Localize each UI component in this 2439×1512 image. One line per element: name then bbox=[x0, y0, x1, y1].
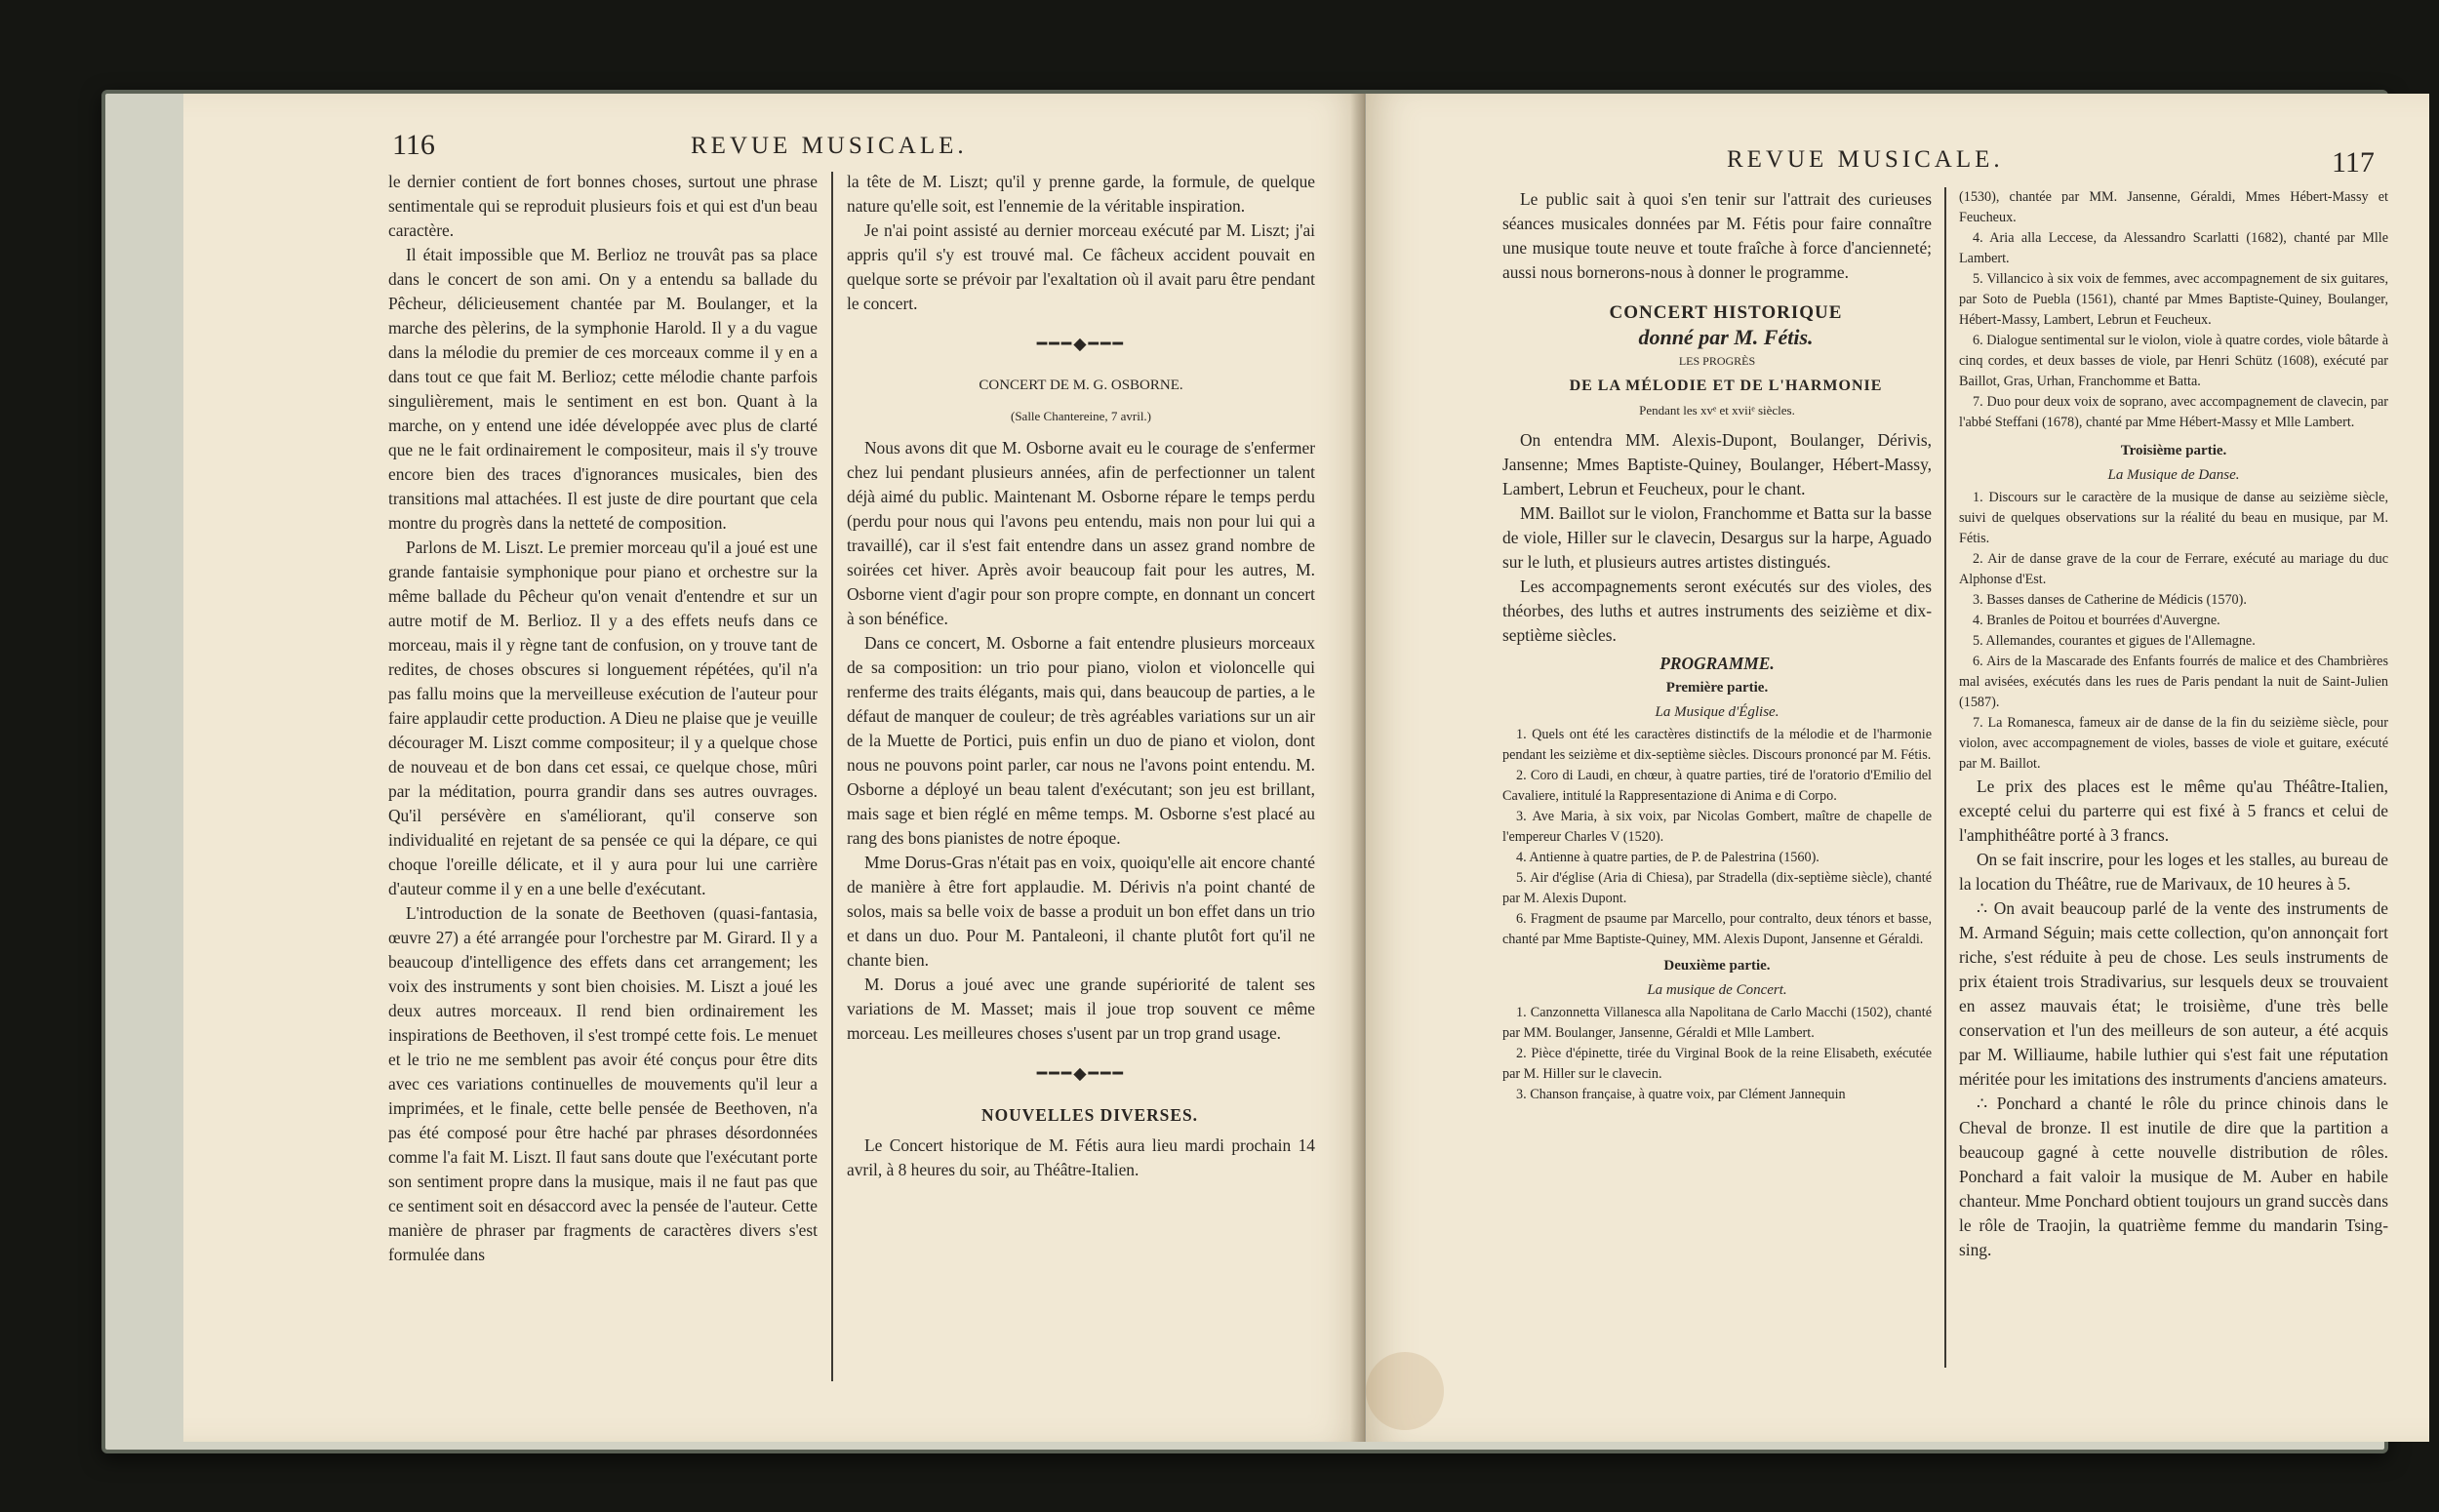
list-item: (1530), chantée par MM. Jansenne, Géraldi, Mmes Hébert-Massy et Feucheux. bbox=[1959, 189, 2388, 225]
list-item: 6. Fragment de psaume par Marcello, pour contralto, deux ténors et basse, chanté par Mme Baptiste-Quiney, MM. Alexis Dupont, Jansenne et Géraldi. bbox=[1502, 911, 1932, 947]
list-item: 3. Chanson française, à quatre voix, par Clément Jannequin bbox=[1516, 1087, 1846, 1102]
list-item: 4. Branles de Poitou et bourrées d'Auvergne. bbox=[1973, 613, 2220, 628]
list-item: 3. Ave Maria, à six voix, par Nicolas Gombert, maître de chapelle de l'empereur Charles V (1520). bbox=[1502, 809, 1932, 845]
right-column-1 bbox=[1502, 187, 1932, 1105]
paragraph: Nous avons dit que M. Osborne avait eu le courage de s'enfermer chez lui pendant plusieurs années, afin de perfectionner un talent déjà aimé du public. Maintenant M. Osborne répare le temps perdu (perdu pour nous qui l'avons peu entendu, mais non pour lui qui a travaillé), car il s'est fait entendre dans un assez grand nombre de soirées cet hiver. Après avoir beaucoup fait pour les autres, M. Osborne vient d'agir pour son propre compte, en donnant un concert à son bénéfice. bbox=[847, 438, 1315, 628]
section-subheading: La Musique d'Église. bbox=[1655, 704, 1779, 720]
page-number-right: 117 bbox=[2332, 146, 2375, 179]
paragraph: Je n'ai point assisté au dernier morceau exécuté par M. Liszt; j'ai appris qu'il s'y est trouvé mal. Ce fâcheux accident pouvait en quelque sorte se prévoir par l'exaltation où il avait paru être pendant le concert. bbox=[847, 220, 1315, 313]
column-rule bbox=[831, 172, 833, 1381]
section-heading: PROGRAMME. bbox=[1659, 654, 1775, 673]
program-list bbox=[1502, 1003, 1932, 1105]
section-subheading: donné par M. Fétis. bbox=[1638, 325, 1814, 349]
running-head-right: REVUE MUSICALE. bbox=[1727, 146, 2004, 173]
paragraph: Il était impossible que M. Berlioz ne trouvât pas sa place dans le concert de son ami. On y a entendu sa ballade du Pêcheur, délicieusement chantée par M. Boulanger, et la marche des pèlerins, de la symphonie Harold. Il y a du vague dans la mélodie du premier de ces morceaux comme il y en a dans tout ce que fait M. Berlioz; cette mélodie chante parfois singulièrement, mais le sentiment en est bon. Quant à la marche, on y entend une idée développée avec plus de clarté que ne le fait ordinairement le compositeur, mais il s'y trouve encore bien des traces d'ignorances musicales, bien des transitions mal attachées. Il est juste de dire pourtant que cela montre du progrès dans la netteté de composition. bbox=[388, 245, 818, 533]
list-item: 5. Air d'église (Aria di Chiesa), par Stradella (dix-septième siècle), chanté par M. Alexis Dupont. bbox=[1502, 870, 1932, 906]
paragraph: L'introduction de la sonate de Beethoven (quasi-fantasia, œuvre 27) a été arrangée pour l'orchestre par M. Girard. Il y a beaucoup d'intelligence des effets dans cet arrangement; les voix des instruments y sont bien choisies. M. Liszt a joué les deux autres morceaux. Il rend bien ordinairement les inspirations de Beethoven, il s'est trompé cette fois. Le menuet et le trio ne me semblent pas avoir été conçus pour être dits avec ces variations continuelles de mouvements qu'il leur a imprimées, et le finale, cette belle pensée de Beethoven, n'a pas été composé pour être haché par phrases désordonnées comme l'a fait M. Liszt. Il faut sans doute que l'exécutant porte son sentiment propre dans la musique, mais il ne faut pas que ce sentiment soit en désaccord avec la pensée de l'auteur. Cette manière de phraser par fragments de caractères divers s'est formulée dans bbox=[388, 903, 818, 1264]
page-number-left: 116 bbox=[392, 129, 435, 161]
program-list bbox=[1502, 725, 1932, 950]
paragraph: On se fait inscrire, pour les loges et les stalles, au bureau de la location du Théâtre, rue de Marivaux, de 10 heures à 5. bbox=[1959, 850, 2388, 894]
paragraph: M. Dorus a joué avec une grande supériorité de talent ses variations de M. Masset; mais il joue trop souvent ce même morceau. Les meilleures choses s'usent par un trop grand usage. bbox=[847, 975, 1315, 1043]
paragraph: la tête de M. Liszt; qu'il y prenne garde, la formule, de quelque nature qu'elle soit, est l'ennemie de la véritable inspiration. bbox=[847, 172, 1315, 216]
right-column-2 bbox=[1959, 187, 2388, 1262]
section-subheading: Première partie. bbox=[1665, 680, 1769, 696]
paragraph: ∴ On avait beaucoup parlé de la vente des instruments de M. Armand Séguin; mais cette collection, qu'on annonçait fort riche, s'est réduite à peu de chose. Les seuls instruments de prix étaient trois Stradivarius, sur lesquels deux se trouvaient en assez mauvais état; le troisième, d'une très belle conservation et l'un des meilleurs de son auteur, a été acquis par M. Williaume, habile luthier qui s'est fait une réputation méritée pour les imitations des instruments d'anciens amateurs. bbox=[1959, 898, 2388, 1089]
list-item: 1. Discours sur le caractère de la musique de danse au seizième siècle, suivi de quelques observations sur la réalité du beau en musique, par M. Fétis. bbox=[1959, 490, 2388, 546]
ornament-divider: ━━━◆━━━ bbox=[1036, 334, 1126, 353]
list-item: 7. La Romanesca, fameux air de danse de la fin du seizième siècle, pour violon, avec accompagnement de violes, basses de viole et guitare, exécuté par M. Baillot. bbox=[1959, 715, 2388, 772]
list-item: 4. Aria alla Leccese, da Alessandro Scarlatti (1682), chanté par Mlle Lambert. bbox=[1959, 230, 2388, 266]
paragraph: Le Concert historique de M. Fétis aura lieu mardi prochain 14 avril, à 8 heures du soir, au Théâtre-Italien. bbox=[847, 1135, 1315, 1179]
paragraph: On entendra MM. Alexis-Dupont, Boulanger, Dérivis, Jansenne; Mmes Baptiste-Quiney, Boulanger, Hébert-Massy, Lambert, Lebrun et Feucheux, pour le chant. bbox=[1502, 430, 1932, 498]
list-item: 6. Airs de la Mascarade des Enfants fourrés de malice et des Chambrières mal avisées, exécutés dans les rues de Paris pendant la nuit de Saint-Julien (1587). bbox=[1959, 654, 2388, 710]
list-item: 5. Villancico à six voix de femmes, avec accompagnement de six guitares, par Soto de Puebla (1561), chanté par Mmes Baptiste-Quiney, Boulanger, Hébert-Massy, Lambert, Lebrun et Feucheux. bbox=[1959, 271, 2388, 328]
paragraph: ∴ Ponchard a chanté le rôle du prince chinois dans le Cheval de bronze. Il est inutile de dire que la partition a beaucoup gagné à cette nouvelle distribution de rôles. Ponchard a fait valoir la musique de M. Auber en habile chanteur. Mme Ponchard obtient toujours un grand succès dans le rôle de Traojin, la quatrième femme du mandarin Tsing-sing. bbox=[1959, 1094, 2388, 1259]
left-page bbox=[183, 94, 1365, 1442]
section-heading: CONCERT HISTORIQUE bbox=[1609, 302, 1843, 323]
section-subheading: La musique de Concert. bbox=[1647, 982, 1787, 998]
list-item: 4. Antienne à quatre parties, de P. de Palestrina (1560). bbox=[1516, 850, 1819, 865]
left-column-2 bbox=[847, 170, 1315, 1182]
section-subheading: (Salle Chantereine, 7 avril.) bbox=[1010, 409, 1152, 423]
paragraph: Le public sait à quoi s'en tenir sur l'attrait des curieuses séances musicales données par M. Fétis pour faire connaître une musique toute neuve et toute fraîche à force d'ancienneté; aussi nous bornerons-nous à donner le programme. bbox=[1502, 189, 1932, 282]
section-subheading: Troisième partie. bbox=[2120, 443, 2227, 458]
program-list bbox=[1959, 488, 2388, 775]
list-item: 7. Duo pour deux voix de soprano, avec accompagnement de clavecin, par l'abbé Steffani (1678), chanté par Mme Hébert-Massy et Mlle Lambert. bbox=[1959, 394, 2388, 430]
paragraph: Mme Dorus-Gras n'était pas en voix, quoiqu'elle ait encore chanté de manière à être fort applaudie. M. Dérivis n'a point chanté de solos, mais sa belle voix de basse a produit un bon effet dans un trio et dans un duo. Pour M. Pantaleoni, il chante plutôt fort qu'il ne chante bien. bbox=[847, 853, 1315, 970]
label: Pendant les xvᵉ et xviiᵉ siècles. bbox=[1639, 403, 1795, 418]
running-head-left: REVUE MUSICALE. bbox=[691, 133, 968, 159]
paragraph: MM. Baillot sur le violon, Franchomme et Batta sur la basse de viole, Hiller sur le clavecin, Desargus sur la harpe, Aguado sur le luth, et plusieurs autres artistes distingués. bbox=[1502, 503, 1932, 572]
list-item: 1. Canzonnetta Villanesca alla Napolitana de Carlo Macchi (1502), chanté par MM. Boulanger, Jansenne, Géraldi et Mlle Lambert. bbox=[1502, 1005, 1932, 1041]
program-list bbox=[1959, 187, 2388, 433]
column-rule bbox=[1944, 187, 1946, 1368]
section-subheading: Deuxième partie. bbox=[1663, 958, 1771, 974]
open-book bbox=[101, 90, 2388, 1453]
list-item: 2. Coro di Laudi, en chœur, à quatre parties, tiré de l'oratorio d'Emilio del Cavaliere, intitulé la Rappresentazione di Anima e di Corpo. bbox=[1502, 768, 1932, 804]
paragraph: Le prix des places est le même qu'au Théâtre-Italien, excepté celui du parterre qui est fixé à 5 francs et celui de l'amphithéâtre porté à 3 francs. bbox=[1959, 776, 2388, 845]
list-item: 5. Allemandes, courantes et gigues de l'Allemagne. bbox=[1973, 633, 2256, 649]
paragraph: Les accompagnements seront exécutés sur des violes, des théorbes, des luths et autres instruments des seizième et dix-septième siècles. bbox=[1502, 577, 1932, 645]
ornament-divider: ━━━◆━━━ bbox=[1036, 1063, 1126, 1083]
paragraph: Dans ce concert, M. Osborne a fait entendre plusieurs morceaux de sa composition: un trio pour piano, violon et violoncelle qui renferme des traits élégants, mais qui, dans beaucoup de parties, a le défaut de manquer de couleur; de très agréables variations sur un air de la Muette de Portici, puis enfin un duo de piano et violon, dont nous ne pouvons point parler, car nous ne l'avons point entendu. M. Osborne a déployé un beau talent d'exécutant; son jeu est brillant, mais sage et bien réglé en même temps. M. Osborne s'est placé au rang des bons pianistes de notre époque. bbox=[847, 633, 1315, 848]
list-item: 1. Quels ont été les caractères distinctifs de la mélodie et de l'harmonie pendant les seizième et dix-septième siècles. Discours prononcé par M. Fétis. bbox=[1502, 727, 1932, 763]
list-item: 6. Dialogue sentimental sur le violon, viole à quatre cordes, viole bâtarde à cinq cordes, et deux basses de viole, par Henri Schütz (1608), exécuté par Baillot, Gras, Urhan, Franchomme et Batta. bbox=[1959, 333, 2388, 389]
right-page bbox=[1366, 94, 2429, 1442]
section-heading: NOUVELLES DIVERSES. bbox=[981, 1105, 1198, 1125]
list-item: 3. Basses danses de Catherine de Médicis (1570). bbox=[1973, 592, 2247, 608]
section-subheading: La Musique de Danse. bbox=[2107, 467, 2240, 483]
list-item: 2. Air de danse grave de la cour de Ferrare, exécuté au mariage du duc Alphonse d'Est. bbox=[1959, 551, 2388, 587]
list-item: 2. Pièce d'épinette, tirée du Virginal Book de la reine Elisabeth, exécutée par M. Hiller sur le clavecin. bbox=[1502, 1046, 1932, 1082]
paragraph: Parlons de M. Liszt. Le premier morceau qu'il a joué est une grande fantaisie symphonique pour piano et orchestre sur la même ballade du Pêcheur qu'on venait d'entendre et sur un autre motif de M. Berlioz. Il y a des effets neufs dans ce morceau, mais il y règne tant de confusion, on y trouve tant de redites, de choses obscures si longuement répétées, qu'il n'a pas fallu moins que la merveilleuse exécution de l'auteur pour faire applaudir cette production. A Dieu ne plaise que je veuille décourager M. Liszt comme compositeur; il y a quelque chose de nouveau et de bon dans cet essai, ce quelque chose, mûri par la méditation, pourra grandir dans ses autres ouvrages. Qu'il persévère en s'améliorant, qu'il conserve son individualité en rejetant de sa pensée ce qui la dépare, ce qui choque l'oreille délicate, et il y aura pour lui une carrière d'auteur comme il y en a une belle d'exécutant. bbox=[388, 537, 818, 898]
left-column-1 bbox=[388, 170, 818, 1267]
section-heading: DE LA MÉLODIE ET DE L'HARMONIE bbox=[1569, 378, 1883, 394]
paragraph: le dernier contient de fort bonnes choses, surtout une phrase sentimentale qui se reproduit plusieurs fois et qui est d'un beau caractère. bbox=[388, 172, 818, 240]
paper-stain bbox=[1366, 1352, 1444, 1430]
section-heading: CONCERT DE M. G. OSBORNE. bbox=[979, 378, 1183, 393]
label: LES PROGRÈS bbox=[1678, 354, 1756, 368]
